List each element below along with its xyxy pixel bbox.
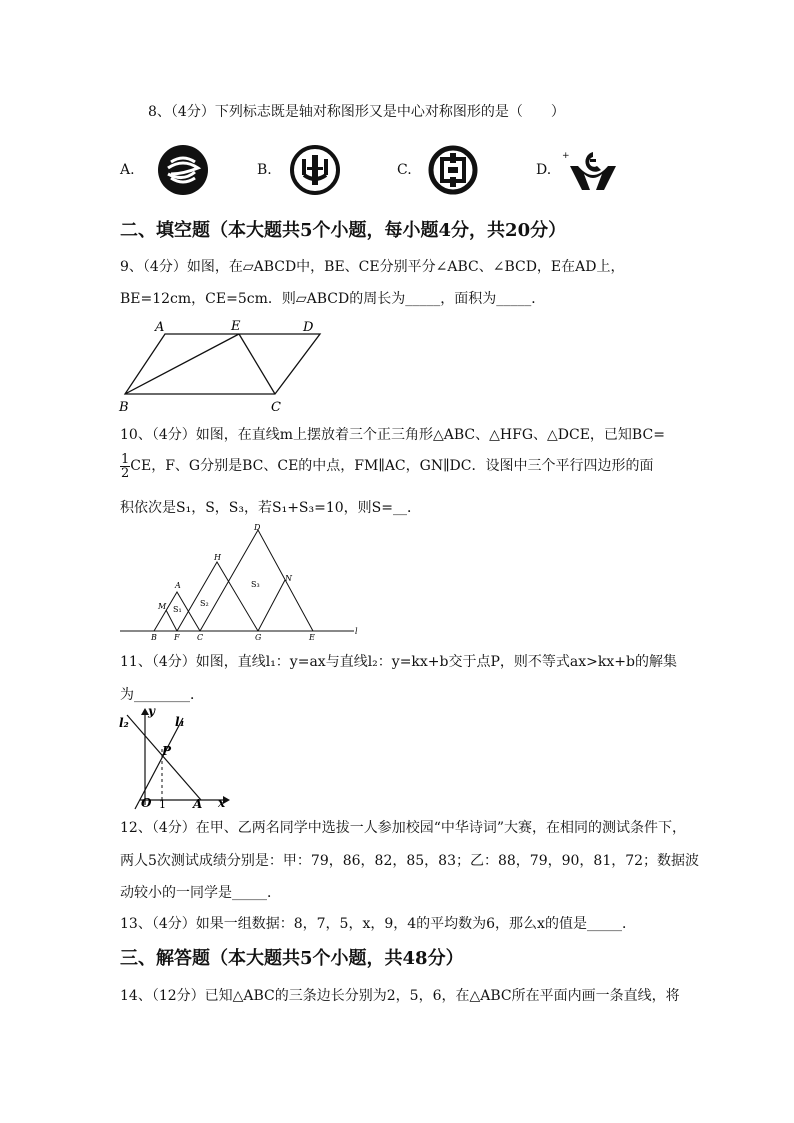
label-a: A [155,320,165,335]
segment-gn [258,580,285,631]
q8-option-c-label: C. [397,162,412,178]
label-g: G [255,633,262,642]
q10-line-2: $\frac{1}{2}$ CE，F、G分别是BC、CE的中点，FM∥AC，GN∥DC．设图中三个平行四边形的面 [121,451,654,481]
triangle-hfg [177,562,258,631]
svg-text:+: + [562,151,570,161]
agricultural-bank-logo [290,145,340,195]
label-c: C [197,633,204,642]
label-h: H [214,553,221,562]
label-b: B [151,633,157,642]
q10-line-1: 10、（4分）如图，在直线m上摆放着三个正三角形△ABC、△HFG、△DCE，已知BC= [120,427,665,443]
label-l: l [355,627,358,636]
q12-line-3: 动较小的一同学是_____． [120,885,281,901]
icbc-logo [428,145,478,195]
label-l1: l₁ [175,715,185,729]
label-s1: S₁ [173,605,182,614]
q11-line-2: 为________． [120,687,204,703]
rural-credit-logo [562,146,624,194]
label-o: O [141,796,152,810]
segment-be [125,334,239,394]
q12-line-2: 两人5次测试成绩分别是：甲：79，86，82，85，83；乙：88，79，90，81，72；数据波 [120,853,700,869]
label-one: 1 [159,798,166,810]
section-2-heading: 二、填空题（本大题共5个小题，每小题4分，共20分） [120,220,567,241]
q9-parallelogram-figure [115,316,325,416]
label-n: N [285,574,292,583]
label-s3: S₃ [251,580,260,589]
q11-line-1: 11、（4分）如图，直线l₁：y=ax与直线l₂：y=kx+b交于点P，则不等式ax>kx+b的解集 [120,654,677,670]
q10-line-3: 积依次是S₁，S，S₃，若S₁+S₃=10，则S=__． [120,500,421,516]
q8-option-d-label: D. [536,162,552,178]
label-d: D [254,524,261,532]
label-s2: S₂ [200,599,209,608]
label-x: x [218,796,226,810]
fraction-one-half: $\frac{1}{2}$ [121,451,130,481]
q11-graph-figure [115,705,235,810]
label-b: B [119,400,129,415]
segment-ce [239,334,275,394]
label-d: D [303,320,314,335]
label-a: A [175,581,181,590]
label-e: E [309,633,315,642]
q8-option-b-label: B. [257,162,272,178]
china-mobile-logo [157,144,209,196]
q13-line-1: 13、（4分）如果一组数据：8，7，5，x，9，4的平均数为6，那么x的值是_____． [120,916,636,932]
q9-line-2: BE=12cm，CE=5cm．则▱ABCD的周长为_____，面积为_____． [120,291,546,307]
section-3-heading: 三、解答题（本大题共5个小题，共48分） [120,948,464,969]
label-y: y [148,705,155,718]
label-c: C [271,400,281,415]
q10-triangles-figure [118,524,363,642]
label-m: M [158,602,167,611]
label-a: A [193,797,203,810]
q8-option-a-label: A. [120,162,135,178]
q12-line-1: 12、（4分）在甲、乙两名同学中选拔一人参加校园“中华诗词”大赛，在相同的测试条件下， [120,820,687,836]
label-l2: l₂ [119,716,129,730]
q8-text: 8、（4分）下列标志既是轴对称图形又是中心对称图形的是（ ） [148,104,565,120]
label-p: P [162,744,172,758]
q9-line-1: 9、（4分）如图，在▱ABCD中，BE、CE分别平分∠ABC、∠BCD，E在AD上， [120,259,625,275]
label-f: F [174,633,180,642]
label-e: E [231,319,241,334]
q14-line-1: 14、（12分）已知△ABC的三条边长分别为2，5，6，在△ABC所在平面内画一条直线，将 [120,988,680,1004]
